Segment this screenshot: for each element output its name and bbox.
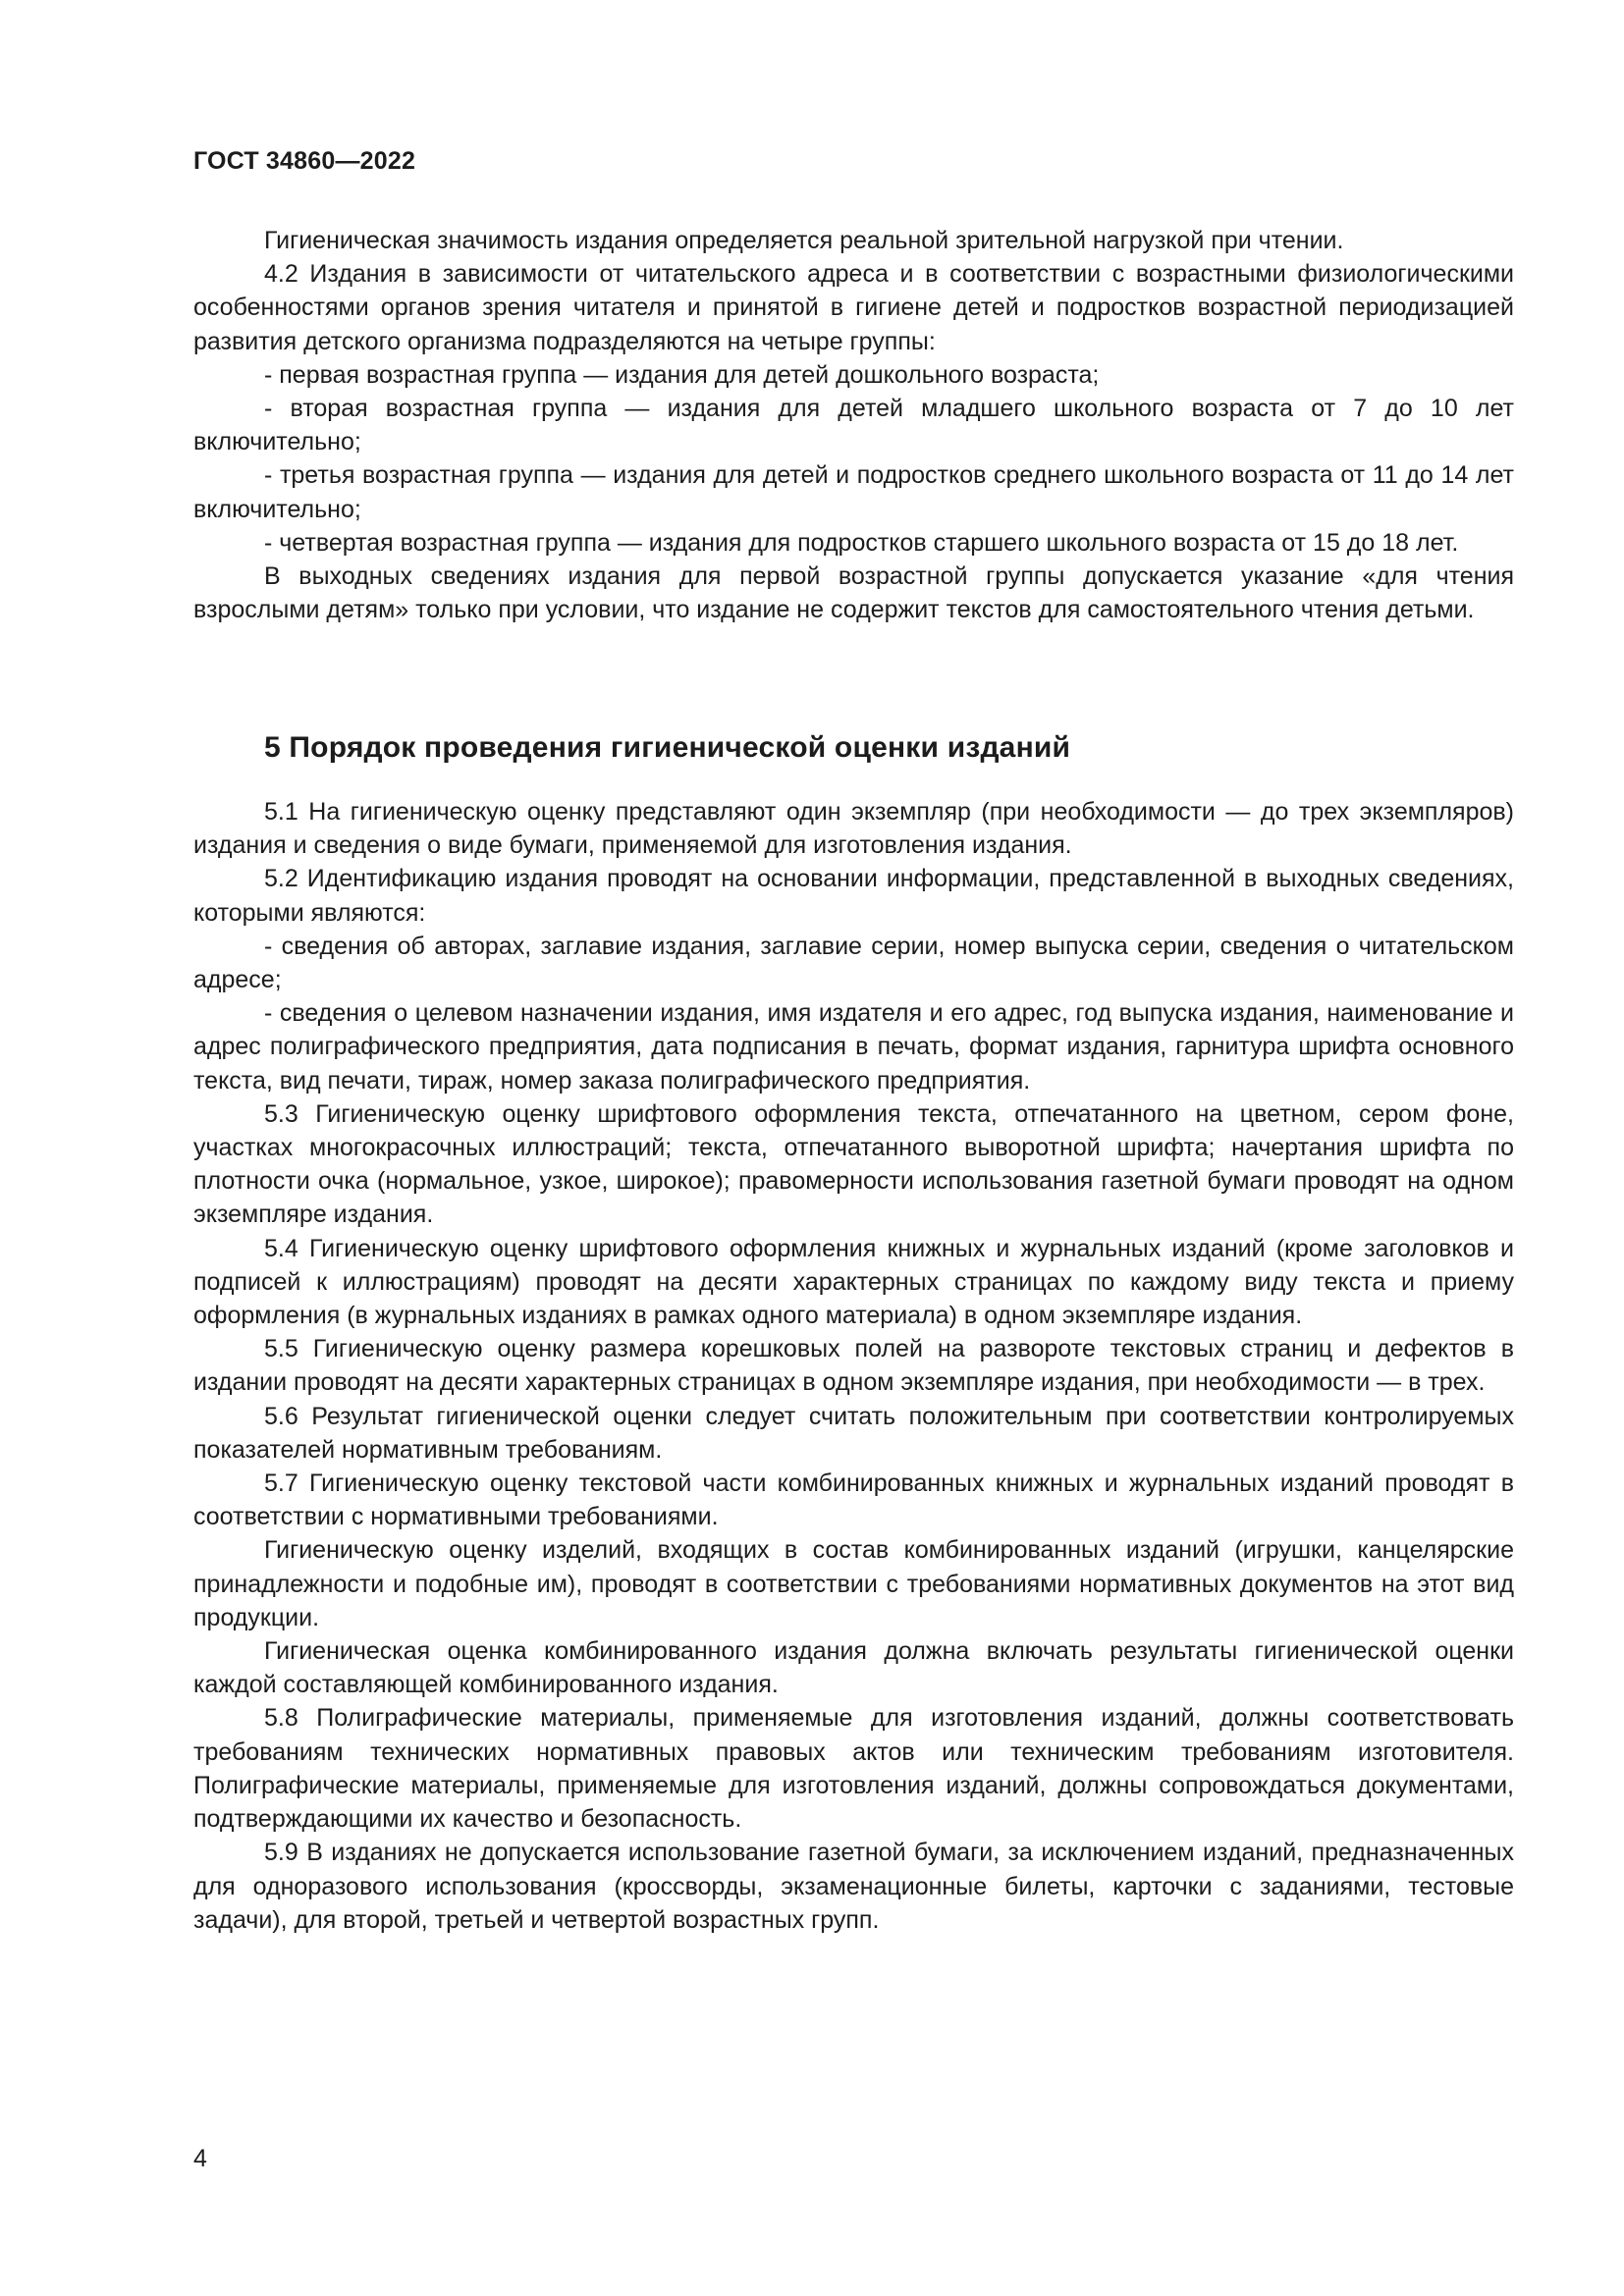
paragraph: 5.4 Гигиеническую оценку шрифтового оформления книжных и журнальных изданий (кроме заголовков и подписей к иллюстрациям) проводят на десяти характерных страницах по каждому виду текста и приему оформления (в журнальных изданиях в рамках одного материала) в одном экземпляре издания. — [193, 1234, 1514, 1330]
paragraph: Гигиеническая оценка комбинированного издания должна включать результаты гигиенической оценки каждой составляющей комбинированного издания. — [193, 1637, 1514, 1699]
page-number: 4 — [193, 2145, 207, 2172]
paragraph: 5.6 Результат гигиенической оценки следует считать положительным при соответствии контролируемых показателей нормативным требованиям. — [193, 1402, 1514, 1464]
paragraph: 4.2 Издания в зависимости от читательского адреса и в соответствии с возрастными физиологическими особенностями органов зрения читателя и принятой в гигиене детей и подростков возрастной периодизацией развития детского организма подразделяются на четыре группы: — [193, 260, 1514, 355]
intro-section — [193, 224, 1514, 626]
paragraph: 5.7 Гигиеническую оценку текстовой части комбинированных книжных и журнальных изданий проводят в соответствии с нормативными требованиями. — [193, 1469, 1514, 1531]
paragraph: 5.9 В изданиях не допускается использование газетной бумаги, за исключением изданий, предназначенных для одноразового использования (кроссворды, экзаменационные билеты, карточки с заданиями, тестовые задачи), для второй, третьей и четвертой возрастных групп. — [193, 1839, 1514, 1934]
paragraph: Гигиеническая значимость издания определяется реальной зрительной нагрузкой при чтении. — [264, 227, 1344, 254]
paragraph: 5.5 Гигиеническую оценку размера корешковых полей на развороте текстовых страниц и дефектов в издании проводят на десяти характерных страницах в одном экземпляре издания, при необходимости — в трех. — [193, 1335, 1514, 1397]
paragraph: 5.1 На гигиеническую оценку представляют один экземпляр (при необходимости — до трех экземпляров) издания и сведения о виде бумаги, применяемой для изготовления издания. — [193, 798, 1514, 860]
paragraph: В выходных сведениях издания для первой возрастной группы допускается указание «для чтения взрослыми детям» только при условии, что издание не содержит текстов для самостоятельного чтения детьми. — [193, 562, 1514, 624]
list-item: - сведения о целевом назначении издания, имя издателя и его адрес, год выпуска издания, наименование и адрес полиграфического предприятия, дата подписания в печать, формат издания, гарнитура шрифта основного текста, вид печати, тираж, номер заказа полиграфического предприятия. — [193, 999, 1514, 1095]
section-5-body — [193, 795, 1514, 1937]
paragraph: 5.3 Гигиеническую оценку шрифтового оформления текста, отпечатанного на цветном, сером фоне, участках многокрасочных иллюстраций; текста, отпечатанного выворотной шрифта; начертания шрифта по плотности очка (нормальное, узкое, широкое); правомерности использования газетной бумаги проводят на одном экземпляре издания. — [193, 1099, 1514, 1229]
list-item: - первая возрастная группа — издания для детей дошкольного возраста; — [264, 360, 1100, 389]
list-item: - сведения об авторах, заглавие издания, заглавие серии, номер выпуска серии, сведения о читательском адресе; — [193, 932, 1514, 994]
list-item: - четвертая возрастная группа — издания для подростков старшего школьного возраста от 15 до 18 лет. — [264, 528, 1459, 557]
list-item: - третья возрастная группа — издания для детей и подростков среднего школьного возраста от 11 до 14 лет включительно; — [193, 461, 1514, 523]
standard-designation: ГОСТ 34860—2022 — [193, 147, 416, 175]
paragraph: 5.8 Полиграфические материалы, применяемые для изготовления изданий, должны соответствовать требованиям технических нормативных правовых актов или техническим требованиям изготовителя. Полиграфические материалы, применяемые для изготовления изданий, должны сопровождаться документами, подтверждающими их качество и безопасность. — [193, 1704, 1514, 1834]
paragraph: 5.2 Идентификацию издания проводят на основании информации, представленной в выходных сведениях, которыми являются: — [193, 865, 1514, 927]
paragraph: Гигиеническую оценку изделий, входящих в состав комбинированных изданий (игрушки, канцелярские принадлежности и подобные им), проводят в соответствии с требованиями нормативных документов на этот вид продукции. — [193, 1536, 1514, 1631]
section-heading: 5 Порядок проведения гигиенической оценки изданий — [264, 731, 1071, 764]
list-item: - вторая возрастная группа — издания для детей младшего школьного возраста от 7 до 10 лет включительно; — [193, 395, 1514, 456]
